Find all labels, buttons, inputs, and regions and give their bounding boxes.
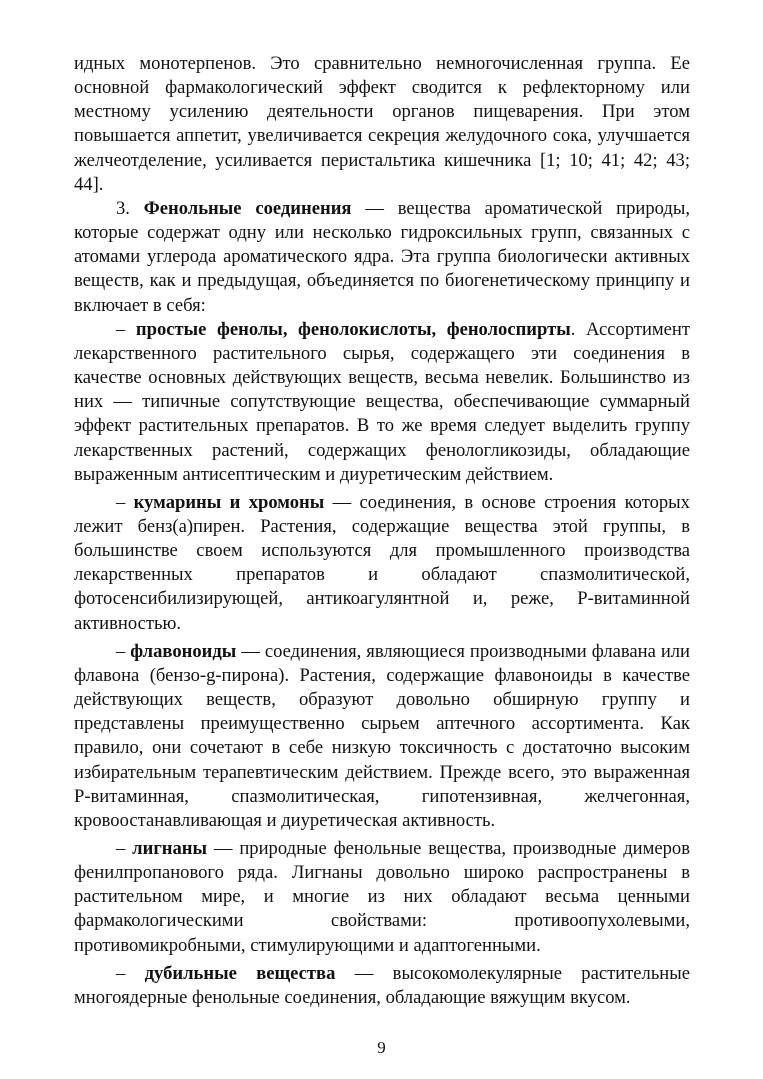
paragraph-prefix: – (116, 962, 145, 984)
paragraph-intro (74, 52, 690, 197)
term-simple-phenols: простые фенолы, фенолокислоты, фенолоспирты (135, 318, 571, 340)
term-phenolic-compounds: Фенольные соединения (143, 197, 352, 219)
paragraph-flavonoids (74, 640, 690, 833)
paragraph-text: — соединения, в основе строения которых лежит бенз(а)пирен. Растения, содержащие вещества этой группы, в большинстве своем используются для промышленного производства лекарственных препаратов и обладают спазмолитической, фотосенсибилизирующей, антикоагулянтной и, реже, Р-витаминной активностью. (74, 491, 690, 634)
term-tannins: дубильные вещества (144, 962, 336, 984)
paragraph-text: — вещества ароматической природы, которые содержат одну или несколько гидроксильных групп, связанных с атомами углерода ароматического ядра. Эта группа биологически активных веществ, как и предыдущая, объединяется по биогенетическому принципу и включает в себя: (74, 197, 691, 316)
term-coumarins: кумарины и хромоны (133, 491, 325, 513)
paragraph-text: — природные фенольные вещества, производные димеров фенилпропанового ряда. Лигнаны довольно широко распространены в растительном мире, и многие из них обладают весьма ценными фармакологическими свойствами: противоопухолевыми, противомикробными, стимулирующими и адаптогенными. (74, 838, 690, 956)
paragraph-prefix: 3. (116, 197, 144, 219)
term-lignans: лигнаны (132, 838, 208, 859)
paragraph-tannins (74, 962, 690, 1010)
term-flavonoids: флавоноиды (130, 640, 237, 662)
paragraph-lignans (74, 837, 690, 958)
paragraph-prefix: – (116, 318, 136, 340)
paragraph-text: идных монотерпенов. Это сравнительно немногочисленная группа. Ее основной фармакологический эффект сводится к рефлекторному или местному усилению деятельности органов пищеварения. При этом повышается аппетит, увеличивается секреция желудочного сока, улучшается желчеотделение, усиливается перистальтика кишечника [1; 10; 41; 42; 43; 44]. (74, 53, 690, 195)
paragraph-text: — соединения, являющиеся производными флавана или флавона (бензо-g-пирона). Растения, содержащие флавоноиды в качестве действующих веществ, образуют довольно обширную группу и представлены преимущественно сырьем аптечного ассортимента. Как правило, они сочетают в себе низкую токсичность с достаточно высоким избирательным терапевтическим действием. Прежде всего, это выраженная Р-витаминная, спазмолитическая, гипотензивная, желчегонная, кровоостанавливающая и диуретическая активность. (74, 640, 690, 831)
paragraph-prefix: – (116, 838, 133, 859)
paragraph-text: — высокомолекулярные растительные многоядерные фенольные соединения, обладающие вяжущим вкусом. (74, 962, 691, 1008)
page-body (74, 52, 690, 1010)
paragraph-simple-phenols (74, 318, 690, 487)
page-number: 9 (377, 1038, 386, 1057)
paragraph-prefix: – (116, 491, 134, 513)
paragraph-prefix: – (116, 640, 131, 662)
paragraph-text: . Ассортимент лекарственного растительного сырья, содержащего эти соединения в качестве основных действующих веществ, весьма невелик. Большинство из них — типичные сопутствующие вещества, обеспечивающие суммарный эффект растительных препаратов. В то же время следует выделить группу лекарственных растений, содержащих фенологликозиды, обладающие выраженным антисептическим и диуретическим действием. (74, 318, 690, 485)
paragraph-phenolic-compounds (74, 197, 690, 318)
paragraph-coumarins (74, 491, 690, 636)
